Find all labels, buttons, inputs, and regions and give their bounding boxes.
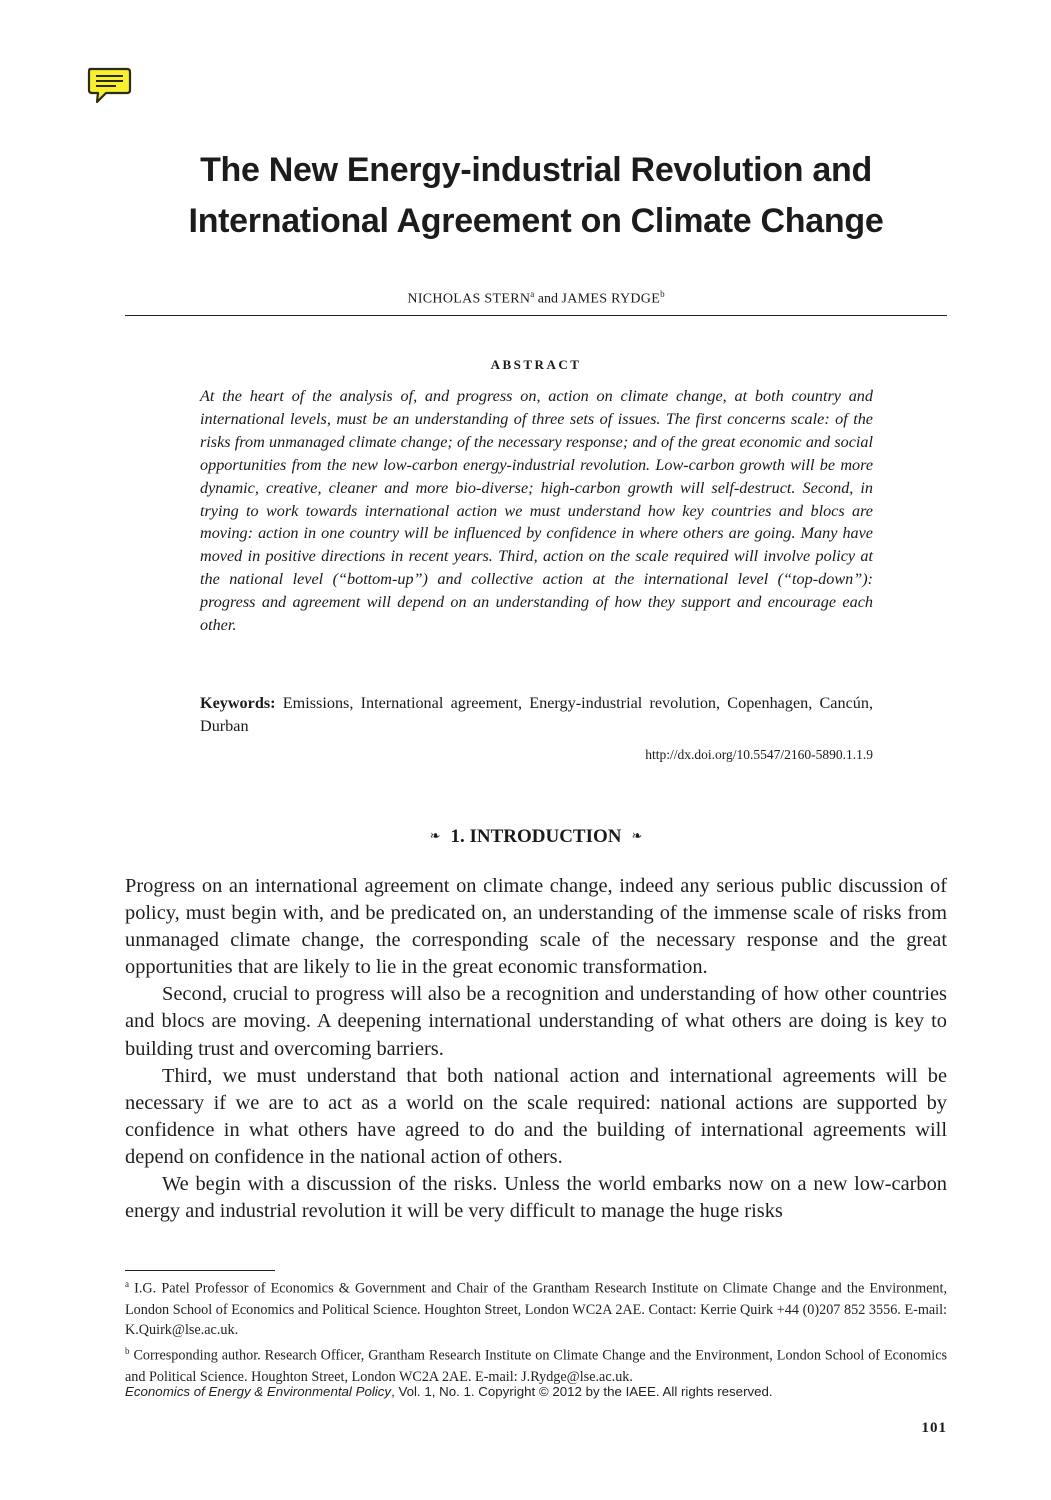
abstract-heading: ABSTRACT <box>490 357 582 372</box>
footnote-b <box>125 1341 947 1387</box>
section-heading <box>125 823 947 850</box>
ornament-left-icon: ❧ <box>429 828 441 843</box>
keywords-label: Keywords: <box>200 694 276 712</box>
footnote-text: I.G. Patel Professor of Economics & Government and Chair of the Grantham Research Institute on Climate Change and the Environment, London School of Economics and Political Science. Houghton Street, London WC2A 2AE. Contact: Kerrie Quirk +44 (0)207 852 3556. E-mail: K.Quirk@lse.ac.uk. <box>125 1280 948 1339</box>
ornament-right-icon: ❧ <box>631 828 643 843</box>
title-line-1: The New Energy-industrial Revolution and <box>200 151 872 189</box>
affiliation-marker: a <box>530 289 535 299</box>
body-paragraph: Progress on an international agreement on climate change, indeed any serious public discussion of policy, must begin with, and be predicated on, an understanding of the immense scale of risks from unmanaged climate change, the corresponding scale of the necessary response and the great opportunities that are likely to lie in the great economic transformation. <box>125 875 947 979</box>
journal-name: Economics of Energy & Environmental Policy <box>125 1384 392 1399</box>
footnote-marker: a <box>125 1279 129 1289</box>
footnote-a <box>125 1274 947 1341</box>
footnotes <box>125 1274 947 1387</box>
body-paragraph: Third, we must understand that both national action and international agreements will be necessary if we are to act as a world on the scale required: national actions are supported by confidence in what others have agreed to do and the building of international agreements will depend on confidence in the national action of others. <box>125 1064 947 1168</box>
author-name: JAMES RYDGE <box>561 291 661 307</box>
author-line <box>125 285 947 309</box>
journal-details: , Vol. 1, No. 1. Copyright © 2012 by the IAEE. All rights reserved. <box>391 1384 773 1399</box>
keywords <box>200 692 873 738</box>
title-line-2: International Agreement on Climate Change <box>188 202 884 240</box>
body-paragraph: We begin with a discussion of the risks. Unless the world embarks now on a new low-carbon energy and industrial revolution it will be very difficult to manage the huge risks <box>125 1173 947 1223</box>
comment-note-icon[interactable] <box>86 66 132 108</box>
doi-link[interactable]: http://dx.doi.org/10.5547/2160-5890.1.1.9 <box>645 747 873 762</box>
body-paragraph: Second, crucial to progress will also be a recognition and understanding of how other countries and blocs are moving. A deepening international understanding of what others are doing is key to building trust and overcoming barriers. <box>125 983 947 1060</box>
page-number: 101 <box>921 1420 947 1436</box>
paper-title <box>125 145 947 247</box>
footnote-text: Corresponding author. Research Officer, Grantham Research Institute on Climate Change and the Environment, London School of Economics and Political Science. Houghton Street, London WC2A 2AE. E-mail: J.Rydge@lse.ac.uk. <box>125 1347 948 1385</box>
keywords-list: Emissions, International agreement, Energy-industrial revolution, Copenhagen, Cancún, Durban <box>200 694 874 735</box>
header-rule <box>125 315 947 316</box>
section-title: 1. INTRODUCTION <box>450 826 622 847</box>
abstract-text: At the heart of the analysis of, and progress on, action on climate change, at both country and international levels, must be an understanding of three sets of issues. The first concerns scale: of the risks from unmanaged climate change; of the necessary response; and of the great economic and social opportunities from the new low-carbon energy-industrial revolution. Low-carbon growth will be more dynamic, creative, cleaner and more bio-diverse; high-carbon growth will self-destruct. Second, in trying to work towards international action we must understand how key countries and blocs are moving: action in one country will be influenced by confidence in where others are going. Many have moved in positive directions in recent years. Third, action on the scale required will involve policy at the national level (“bottom-up”) and collective action at the international level (“top-down”): progress and agreement will depend on an understanding of how they support and encourage each other. <box>200 387 873 635</box>
author-name: NICHOLAS STERN <box>407 291 531 307</box>
affiliation-marker: b <box>660 289 665 299</box>
author-connector: and <box>537 291 558 307</box>
footnote-rule <box>125 1270 275 1271</box>
body-text <box>125 873 947 1225</box>
footnote-marker: b <box>125 1346 130 1357</box>
journal-citation <box>125 1382 947 1402</box>
